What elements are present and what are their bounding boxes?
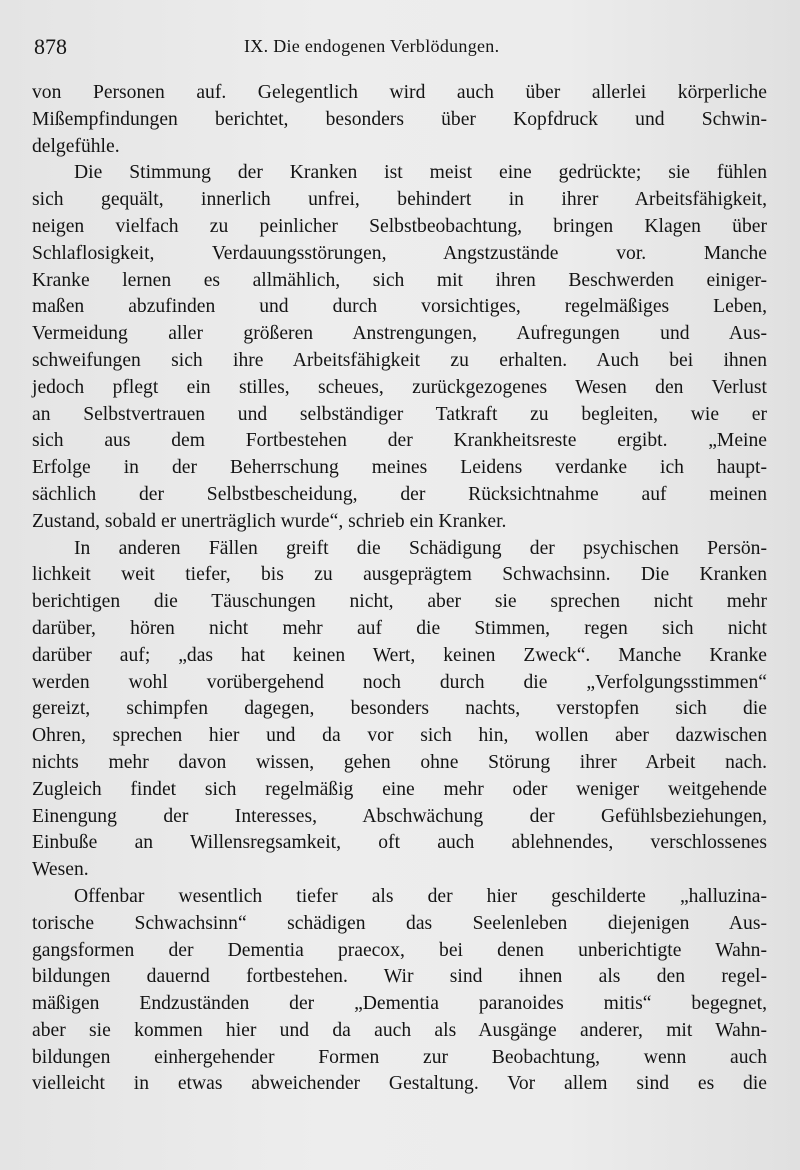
text-line: sächlich der Selbstbescheidung, der Rücksichtnahme auf meinen — [32, 483, 767, 505]
text-line: Die Stimmung der Kranken ist meist eine gedrückte; sie fühlen — [74, 162, 767, 184]
text-line: vielleicht in etwas abweichender Gestaltung. Vor allem sind es die — [32, 1073, 767, 1095]
text-line: bildungen einhergehender Formen zur Beobachtung, wenn auch — [32, 1046, 767, 1068]
body-text — [32, 80, 767, 1098]
page-number: 878 — [34, 34, 67, 59]
text-line: Zustand, sobald er unerträglich wurde“, schrieb ein Kranker. — [32, 510, 507, 532]
text-line: Kranke lernen es allmählich, sich mit ihren Beschwerden einiger- — [32, 269, 767, 291]
text-line: nichts mehr davon wissen, gehen ohne Störung ihrer Arbeit nach. — [32, 751, 767, 773]
text-line: Einengung der Interesses, Abschwächung der Gefühlsbeziehungen, — [32, 805, 767, 827]
text-line: Zugleich findet sich regelmäßig eine mehr oder weniger weitgehende — [32, 778, 767, 800]
text-line: Vermeidung aller größeren Anstrengungen, Aufregungen und Aus- — [32, 323, 767, 345]
text-line: Einbuße an Willensregsamkeit, oft auch ablehnendes, verschlossenes — [32, 832, 767, 854]
text-line: jedoch pflegt ein stilles, scheues, zurückgezogenes Wesen den Verlust — [32, 376, 767, 398]
text-line: gangsformen der Dementia praecox, bei denen unberichtigte Wahn- — [32, 939, 767, 961]
text-line: Erfolge in der Beherrschung meines Leidens verdanke ich haupt- — [32, 457, 767, 479]
text-line: darüber, hören nicht mehr auf die Stimmen, regen sich nicht — [32, 617, 767, 639]
text-line: lichkeit weit tiefer, bis zu ausgeprägtem Schwachsinn. Die Kranken — [32, 564, 767, 586]
text-line: darüber auf; „das hat keinen Wert, keinen Zweck“. Manche Kranke — [32, 644, 767, 666]
text-line: aber sie kommen hier und da auch als Ausgänge anderer, mit Wahn- — [32, 1019, 767, 1041]
text-line: von Personen auf. Gelegentlich wird auch über allerlei körperliche — [32, 82, 767, 103]
text-line: bildungen dauernd fortbestehen. Wir sind ihnen als den regel- — [32, 966, 767, 988]
text-line: werden wohl vorübergehend noch durch die „Verfolgungsstimmen“ — [32, 671, 767, 693]
text-line: maßen abzufinden und durch vorsichtiges, regelmäßiges Leben, — [32, 296, 767, 318]
page-header — [34, 34, 766, 62]
running-head: IX. Die endogenen Verblödungen. — [244, 36, 500, 56]
text-line: sich aus dem Fortbestehen der Krankheitsreste ergibt. „Meine — [32, 430, 767, 452]
text-line: Ohren, sprechen hier und da vor sich hin, wollen aber dazwischen — [32, 725, 767, 747]
text-line: schweifungen sich ihre Arbeitsfähigkeit zu erhalten. Auch bei ihnen — [32, 349, 767, 371]
text-line: delgefühle. — [32, 135, 120, 157]
text-line: berichtigen die Täuschungen nicht, aber sie sprechen nicht mehr — [32, 591, 767, 613]
text-line: Offenbar wesentlich tiefer als der hier geschilderte „halluzina- — [74, 885, 767, 907]
text-line: torische Schwachsinn“ schädigen das Seelenleben diejenigen Aus- — [32, 912, 767, 934]
text-line: neigen vielfach zu peinlicher Selbstbeobachtung, bringen Klagen über — [32, 215, 767, 237]
text-line: mäßigen Endzuständen der „Dementia paranoides mitis“ begegnet, — [32, 993, 767, 1015]
text-line: an Selbstvertrauen und selbständiger Tatkraft zu begleiten, wie er — [32, 403, 767, 425]
text-line: Mißempfindungen berichtet, besonders über Kopfdruck und Schwin- — [32, 108, 767, 130]
text-line: Wesen. — [32, 859, 89, 881]
text-line: gereizt, schimpfen dagegen, besonders nachts, verstopfen sich die — [32, 698, 767, 720]
text-line: Schlaflosigkeit, Verdauungsstörungen, Angstzustände vor. Manche — [32, 242, 767, 264]
text-line: sich gequält, innerlich unfrei, behindert in ihrer Arbeitsfähigkeit, — [32, 189, 767, 211]
text-line: In anderen Fällen greift die Schädigung der psychischen Persön- — [74, 537, 767, 559]
